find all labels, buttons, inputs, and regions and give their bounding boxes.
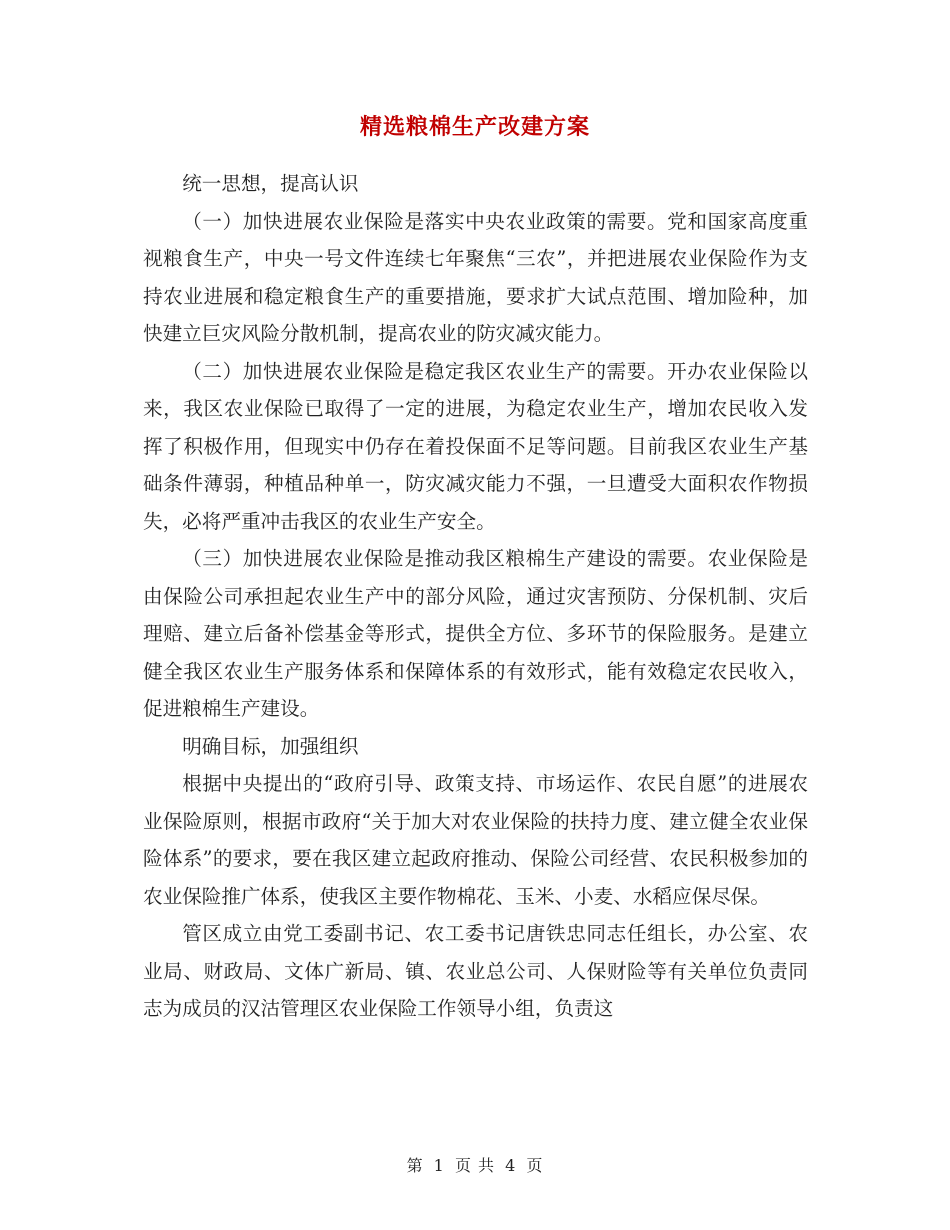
- document-title: 精选粮棉生产改建方案: [359, 114, 590, 140]
- page-number: 1: [433, 1156, 445, 1175]
- section-heading-1: 统一思想，提高认识: [182, 172, 359, 195]
- page-middle: 页 共: [454, 1156, 496, 1175]
- paragraph-2: （二）加快进展农业保险是稳定我区农业生产的需要。开办农业保险以来，我区农业保险已取得了一定的进展，为稳定农业生产，增加农民收入发挥了积极作用，但现实中仍存在着投保面不足等问题。目前我区农业生产基础条件薄弱，种植品种单一，防灾减灾能力不强，一旦遭受大面积农作物损失，必将严重冲击我区的农业生产安全。: [143, 359, 808, 533]
- page-suffix: 页: [526, 1156, 544, 1175]
- paragraph-5: 管区成立由党工委副书记、农工委书记唐铁忠同志任组长，办公室、农业局、财政局、文体广新局、镇、农业总公司、人保财险等有关单位负责同志为成员的汉沽管理区农业保险工作领导小组，负责这: [143, 922, 808, 1020]
- total-pages: 4: [505, 1156, 517, 1175]
- section-heading-2: 明确目标，加强组织: [182, 734, 359, 758]
- document-body: [143, 165, 808, 1028]
- page-footer: [0, 1153, 950, 1176]
- paragraph-3: （三）加快进展农业保险是推动我区粮棉生产建设的需要。农业保险是由保险公司承担起农业生产中的部分风险，通过灾害预防、分保机制、灾后理赔、建立后备补偿基金等形式，提供全方位、多环节的保险服务。是建立健全我区农业生产服务体系和保障体系的有效形式，能有效稳定农民收入，促进粮棉生产建设。: [143, 547, 808, 720]
- paragraph-4: 根据中央提出的“政府引导、政策支持、市场运作、农民自愿”的进展农业保险原则，根据市政府“关于加大对农业保险的扶持力度、建立健全农业保险体系”的要求，要在我区建立起政府推动、保险公司经营、农民积极参加的农业保险推广体系，使我区主要作物棉花、玉米、小麦、水稻应保尽保。: [143, 772, 808, 908]
- paragraph-1: （一）加快进展农业保险是落实中央农业政策的需要。党和国家高度重视粮食生产，中央一号文件连续七年聚焦“三农”，并把进展农业保险作为支持农业进展和稳定粮食生产的重要措施，要求扩大试点范围、增加险种，加快建立巨灾风险分散机制，提高农业的防灾减灾能力。: [143, 209, 808, 345]
- page-prefix: 第: [406, 1156, 424, 1175]
